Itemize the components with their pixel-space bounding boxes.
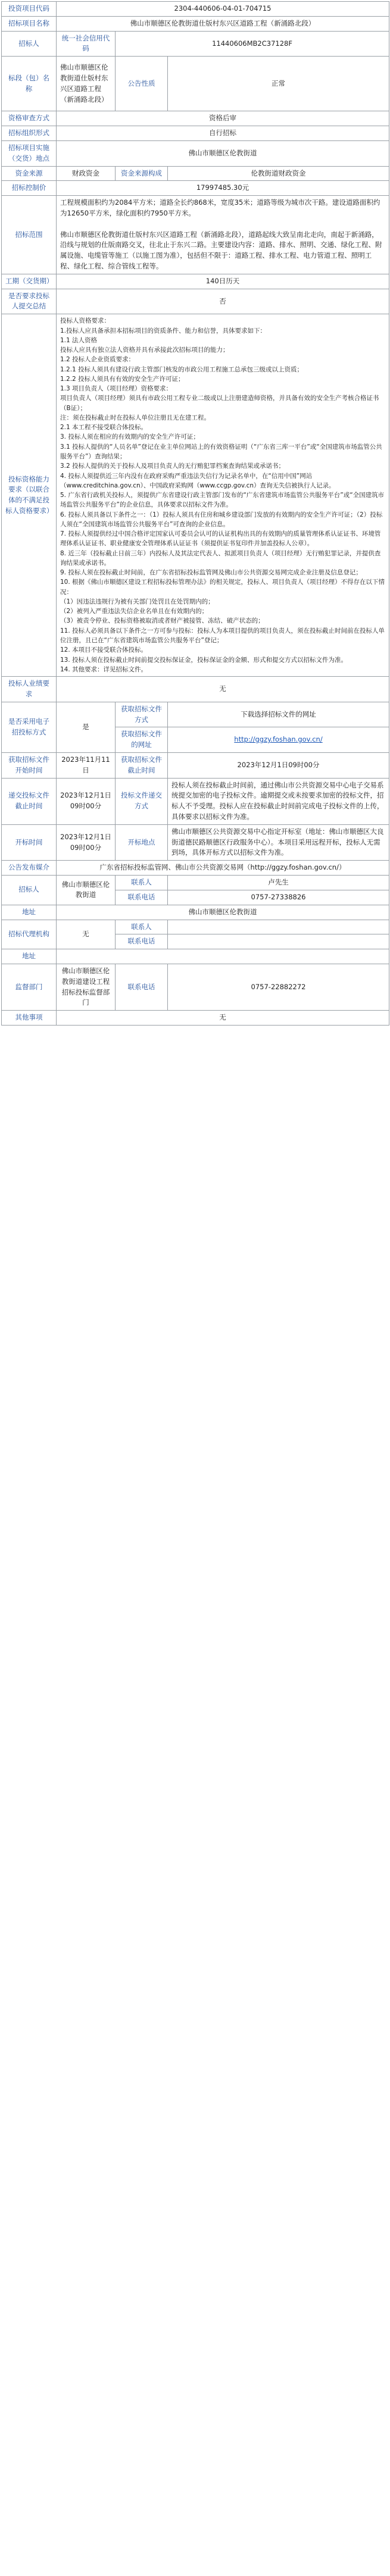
qualify-label: 是否要求投标人提交总结: [2, 289, 57, 314]
row-review: [2, 111, 389, 126]
row-submission: [2, 778, 389, 824]
status-label: 公告性质: [116, 57, 168, 111]
registration-label: 投标人业绩要求: [2, 677, 57, 702]
agent-phone-label: 联系电话: [116, 934, 168, 949]
qualify-value: 否: [57, 289, 389, 314]
submission-method-label: 投标文件递交方式: [116, 778, 168, 824]
row-code: [2, 2, 389, 17]
end-value: 2023年12月1日09时00分: [168, 752, 389, 778]
principal-label: 招标项目实施（交货）地点: [2, 140, 57, 166]
row-funds: [2, 166, 389, 181]
row-publish: [2, 861, 389, 876]
submission-label: 递交投标文件截止时间: [2, 778, 57, 824]
publish-value: 广东省招标投标监管网、佛山市公共资源交易网（http://ggzy.foshan.gov.cn/）: [57, 861, 389, 876]
opening-place-value: 佛山市顺德区公共资源交易中心指定开标室（地址：佛山市顺德区大良街道德民路顺德区行政服务中心）。本项目采用远程开标，投标人无需到场，具体开标方式以招标文件为准。: [168, 824, 389, 860]
row-agent-addr: [2, 949, 389, 964]
period-label: 工期（交货期）: [2, 274, 57, 289]
doc-method-label: 获取招标文件方式: [116, 702, 168, 727]
contact-owner-value: 佛山市顺德区伦教街道: [57, 876, 116, 905]
row-name: [2, 16, 389, 31]
owner-code-value: 11440606MB2C37128F: [116, 31, 389, 57]
supervise-contact-label: 联系电话: [116, 964, 168, 1010]
row-bidder-req: [2, 314, 389, 677]
bidder-req-label: 投标资格能力要求（以联合体的不满足投标人资格要求）: [2, 314, 57, 677]
bidder-req-text: 投标人资格要求： 1.投标人应具备承担本招标项目的资质条件、能力和信誉，具体要求如下： 1.1 法人资格 投标人应具有独立法人资格并具有承接此次招标项目的能力； 1.2 投标人企业资质要求： 1.2.1 投标人须具有建设行政主管部门核发的市政公用工程施工总承包三级或以上资质； 1.2.2 投标人须具有有效的安全生产许可证； 1.3 项目负责人（项目经理）资格要求： 项目负责人（项目经理）须具有市政公用工程专业二级或以上注册建造师资格，并具备有效的安全生产考核合格证书（B证）； 注：须在投标截止时在投标人单位注册且无在建工程。 2.1 本工程不接受联合体投标。 3. 投标人须在相应的有效期内的安全生产许可证； 3.1 投标人提供的“人员名单”登记在业主单位网站上的有效资格证明（“广东省三库一平台”或“全国建筑市场监管公共服务平台”）查询结果； 3.2 投标人提供的关于投标人及项目负责人的无行贿犯罪档案查询结果或承诺书； 4. 投标人须提供近三年内没有在政府采购严重违法失信行为记录名单中，在“信用中国”网站（www.creditchina.gov.cn）、中国政府采购网（www.ccgp.gov.cn）查询无失信被执行人记录。 5. 广东省行政机关投标人，须提供广东省建设行政主管部门发布的“广东省建筑市场监管公共服务平台”或“全国建筑市场监管公共服务平台”的企业信息，具体要求以招标文件为准。 6. 投标人须具备以下条件之一：（1）投标人须具有住房和城乡建设部门发放的有效期内的安全生产许可证；（2）投标人须在“全国建筑市场监管公共服务平台”可查询的企业信息。 7. 投标人须提供经过中国合格评定国家认可委员会认可的认证机构出具的有效期内的质量管理体系认证证书、环境管理体系认证证书、职业健康安全管理体系认证证书（须提供证书复印件并加盖投标人公章）。 8. 近三年（投标截止日前三年）内投标人及其法定代表人、拟派项目负责人（项目经理）无行贿犯罪记录，并提供查询结果或承诺书。 9. 投标人须在投标截止时间前，在广东省招标投标监管网及佛山市公共资源交易网完成企业注册及信息登记； 10. 根据《佛山市顺德区建设工程招标投标管理办法》的相关规定，投标人、项目负责人（项目经理）不得存在以下情况： （1）因违法违规行为被有关部门处罚且在处罚期内的； （2）被列入严重违法失信企业名单且在有效期内的； （3）被责令停业、投标资格被取消或者财产被接管、冻结、破产状态的； 11. 投标人必须具备以下条件之一方可参与投标：投标人为本项目提供的项目负责人，须在投标截止时间前在投标人单位注册，且已在“广东省建筑市场监管公共服务平台”登记； 12. 本项目不接受联合体投标。 13. 投标人须在投标截止时间前提交投标保证金，投标保证金的金额、形式和提交方式以招标文件为准。 14. 其他要求：详见招标文件。: [57, 314, 389, 677]
contact-addr-label: 地址: [2, 905, 57, 920]
row-contact-addr: [2, 905, 389, 920]
opening-place-label: 开标地点: [116, 824, 168, 860]
name-label: 招标项目名称: [2, 16, 57, 31]
review-value: 资格后审: [57, 111, 389, 126]
name-value: 佛山市顺德区伦教街道仕版村东兴区道路工程（新涌路北段）: [57, 16, 389, 31]
org-value: 自行招标: [57, 126, 389, 141]
contact-phone-value: 0757-27338826: [168, 890, 389, 905]
notice-table: [1, 1, 389, 1026]
budget-value: 17997485.30元: [57, 181, 389, 196]
code-label: 投资项目代码: [2, 2, 57, 17]
agent-addr-label: 地址: [2, 949, 57, 964]
code-value: 2304-440606-04-01-704715: [57, 2, 389, 17]
row-agent: [2, 920, 389, 934]
start-value: 2023年11月11日: [57, 752, 116, 778]
doc-method-value: 下载选择招标文件的网址: [168, 702, 389, 727]
registration-value: 无: [57, 677, 389, 702]
platform-link[interactable]: http://ggzy.foshan.gov.cn/: [234, 735, 323, 744]
start-label: 获取招标文件开始时间: [2, 752, 57, 778]
row-project: [2, 57, 389, 111]
funds-source-label: 资金来源: [2, 166, 57, 181]
footer-label: 其他事项: [2, 1011, 57, 1026]
row-deadline: [2, 752, 389, 778]
agent-label: 招标代理机构: [2, 920, 57, 949]
platform-label: 获取招标文件的网址: [116, 727, 168, 753]
funds-amount-label: 资金来源构成: [116, 166, 168, 181]
row-footer: [2, 1011, 389, 1026]
contact-addr-value: 佛山市顺德区伦教街道: [57, 905, 389, 920]
submission-value: 2023年12月1日09时00分: [57, 778, 116, 824]
row-period: [2, 274, 389, 289]
supervise-label: 监督部门: [2, 964, 57, 1010]
principal-value: 佛山市顺德区伦教街道: [57, 140, 389, 166]
row-supervise: [2, 964, 389, 1010]
supervise-contact-value: 0757-22882272: [168, 964, 389, 1010]
contact-person-label: 联系人: [116, 876, 168, 890]
contact-owner-label: 招标人: [2, 876, 57, 905]
agent-contact-label: 联系人: [116, 920, 168, 934]
electronic-value: 是: [57, 702, 116, 752]
row-electronic: [2, 702, 389, 727]
publish-label: 公告发布媒介: [2, 861, 57, 876]
agent-phone-value: [168, 934, 389, 949]
status-value: 正常: [168, 57, 389, 111]
row-opening: [2, 824, 389, 860]
period-value: 140日历天: [57, 274, 389, 289]
row-registration: [2, 677, 389, 702]
footer-value: 无: [57, 1011, 389, 1026]
row-budget: [2, 181, 389, 196]
opening-label: 开标时间: [2, 824, 57, 860]
row-contact-owner: [2, 876, 389, 890]
electronic-label: 是否采用电子招投标方式: [2, 702, 57, 752]
end-label: 获取招标文件截止时间: [116, 752, 168, 778]
project-label: 标段（包）名称: [2, 57, 57, 111]
agent-contact-value: [168, 920, 389, 934]
agent-addr-value: [57, 949, 389, 964]
funds-amount-value: 伦教街道财政资金: [168, 166, 389, 181]
funds-source-value: 财政资金: [57, 166, 116, 181]
review-label: 资格审查方式: [2, 111, 57, 126]
opening-value: 2023年12月1日09时00分: [57, 824, 116, 860]
submission-method-value: 投标人须在投标截止时间前，通过佛山市公共资源交易中心电子交易系统提交加密的电子投标文件。逾期提交或未按要求加密的投标文件，招标人不予受理。投标人应在投标截止时间前完成电子投标文件的上传，具体要求以招标文件为准。: [168, 778, 389, 824]
scope-text: 工程规模面积约为2084平方米；道路全长约868米，宽度35米；道路等级为城市次干路。建设道路面积约为12650平方米，绿化面积约7950平方米。 佛山市顺德区伦教街道仕版村东兴区道路工程（新涌路北段），道路起线大致呈南北走向，南起于新涌路，沿线与规划的仕版南路交叉，往北止于东兴二路。主要建设内容：道路、排水、照明、交通、绿化工程、附属设施、电缆管等施工（以施工图为准），包括但不限于：道路工程、排水工程、电力管道工程、照明工程、绿化工程、综合管线工程等。: [57, 196, 389, 274]
contact-person-value: 卢先生: [168, 876, 389, 890]
row-scope: [2, 196, 389, 274]
owner-code-label: 统一社会信用代码: [57, 31, 116, 57]
scope-label: 招标范围: [2, 196, 57, 274]
owner-label: 招标人: [2, 31, 57, 57]
project-value: 佛山市顺德区伦教街道仕版村东兴区道路工程（新涌路北段）: [57, 57, 116, 111]
org-label: 招标组织形式: [2, 126, 57, 141]
row-owner: [2, 31, 389, 57]
row-org: [2, 126, 389, 141]
budget-label: 招标控制价: [2, 181, 57, 196]
agent-value: 无: [57, 920, 116, 949]
contact-phone-label: 联系电话: [116, 890, 168, 905]
row-principal: [2, 140, 389, 166]
row-qualify: [2, 289, 389, 314]
supervise-value: 佛山市顺德区伦教街道建设工程招标投标监督部门: [57, 964, 116, 1010]
